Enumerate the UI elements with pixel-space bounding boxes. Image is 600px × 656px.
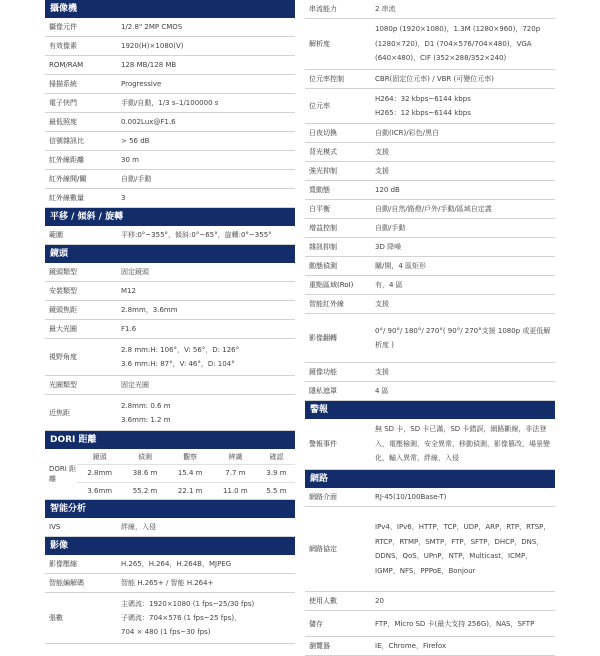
spec-row [305, 382, 555, 401]
spec-row [305, 611, 555, 637]
spec-value [375, 276, 555, 294]
spec-value-line: 2.8mm: 0.6 m [121, 401, 171, 410]
spec-value-line: H.265，H.264，H.264B，MJPEG [121, 560, 232, 568]
spec-value [375, 200, 555, 218]
spec-label: 警報事件 [309, 440, 337, 448]
spec-value [121, 518, 295, 536]
spec-value [375, 19, 555, 69]
spec-label: 位元率 [309, 102, 330, 110]
spec-value-line: > 56 dB [121, 137, 150, 145]
spec-row [305, 124, 555, 143]
spec-value-line: 手動/自動，1/3 s–1/100000 s [121, 99, 219, 107]
spec-row [305, 592, 555, 611]
spec-label: ROM/RAM [49, 61, 84, 69]
spec-value [121, 395, 295, 430]
spec-label: 日夜切換 [309, 129, 337, 137]
spec-label: 紅外線開/關 [49, 175, 87, 183]
spec-value [121, 282, 295, 300]
spec-label: 鏡像功能 [309, 368, 337, 376]
spec-value [121, 376, 295, 394]
spec-value-line: 1/2.8" 2MP CMOS [121, 23, 183, 31]
spec-value-line: 絆線，入侵 [121, 523, 156, 531]
spec-row [45, 226, 295, 245]
dori-table [77, 449, 295, 499]
spec-row [305, 70, 555, 89]
spec-label: 白平衡 [309, 205, 330, 213]
dori-header-cell: 觀察 [183, 452, 198, 461]
spec-row [45, 170, 295, 189]
spec-value [375, 363, 555, 381]
spec-label: 影像翻轉 [309, 334, 337, 342]
dori-cell: 7.7 m [213, 465, 258, 482]
spec-label: 背光模式 [309, 148, 337, 156]
spec-row [305, 419, 555, 470]
spec-value [375, 314, 555, 362]
spec-label: 掃描系統 [49, 80, 77, 88]
spec-value-line: 自動/手動 [121, 175, 152, 183]
spec-value-line: 0°/ 90°/ 180°/ 270°( 90°/ 270°支援 1080p 或更低解析度 ) [375, 326, 551, 349]
spec-row [305, 295, 555, 314]
dori-row [77, 465, 295, 482]
spec-value-line: 支援 [375, 368, 389, 376]
spec-value-line: 固定光圈 [121, 381, 149, 389]
spec-value-line: Progressive [121, 80, 162, 88]
spec-label: 安裝類型 [49, 287, 77, 295]
spec-label: 近焦距 [49, 408, 70, 417]
spec-row [305, 488, 555, 507]
dori-cell: 2.8mm [77, 465, 122, 482]
spec-value [375, 238, 555, 256]
spec-value-line: 3D 降噪 [375, 243, 402, 251]
dori-cell: 3.6mm [77, 482, 122, 499]
spec-label: 串流能力 [309, 5, 337, 13]
spec-value-line: 支援 [375, 167, 389, 175]
spec-value [121, 75, 295, 93]
spec-label: 信號雜訊比 [49, 137, 84, 145]
spec-label: 寬動態 [309, 186, 330, 194]
spec-row [45, 320, 295, 339]
spec-row [45, 339, 295, 376]
spec-row [305, 19, 555, 70]
spec-row [305, 219, 555, 238]
spec-value-line: 子碼流：704×576 (1 fps~25 fps)， [121, 614, 242, 622]
spec-value [375, 257, 555, 275]
right-spec-column [305, 0, 555, 656]
spec-label: 解析度 [309, 40, 330, 48]
spec-label: 網路介面 [309, 493, 337, 501]
spec-label: 視野角度 [49, 353, 77, 361]
spec-label: 網路協定 [309, 545, 337, 553]
dori-header-cell: 確認 [269, 452, 284, 461]
spec-row [45, 18, 295, 37]
spec-row [305, 143, 555, 162]
spec-value [121, 151, 295, 169]
spec-value-line: 支援 [375, 300, 389, 308]
spec-row [45, 263, 295, 282]
spec-value [121, 339, 295, 375]
spec-label: 範圍 [49, 231, 63, 239]
spec-row [45, 555, 295, 574]
spec-label: 光圈類型 [49, 381, 77, 389]
spec-value [121, 301, 295, 319]
spec-label: 影像壓縮 [49, 560, 77, 568]
spec-row [45, 593, 295, 644]
spec-value-line: 3.6 mm:H: 87°，V: 46°，D: 104° [121, 360, 235, 368]
spec-value-line: M12 [121, 287, 136, 295]
dori-header-cell: 偵測 [138, 452, 153, 461]
spec-value-line: 主碼流：1920×1080 (1 fps~25/30 fps) [121, 600, 255, 608]
spec-value-line: 1920(H)×1080(V) [121, 42, 184, 50]
spec-row [45, 282, 295, 301]
spec-value [375, 488, 555, 506]
spec-value-line: 無 SD 卡，SD 卡已滿，SD 卡錯誤，網路斷線，非法登入，電壓檢測，安全異常，移動偵測，影像篡改，場景變化，輸入異常，絆線，入侵 [375, 425, 550, 463]
spec-value [375, 70, 555, 88]
spec-value [121, 37, 295, 55]
spec-label: 使用人數 [309, 597, 337, 605]
spec-row [45, 301, 295, 320]
spec-row [45, 75, 295, 94]
dori-cell: 15.4 m [168, 465, 213, 482]
spec-value-line: IPv4，IPv6，HTTP，TCP，UDP，ARP，RTP，RTSP，RTCP，RTMP，SMTP，FTP，SFTP，DHCP，DNS，DDNS，QoS，UPnP，NTP，Multicast，ICMP，IGMP，NFS，PPPoE，Bonjour [375, 523, 551, 575]
spec-value [375, 124, 555, 142]
spec-row [305, 257, 555, 276]
spec-value-line: CBR(固定位元率) / VBR (可變位元率) [375, 75, 494, 83]
dori-cell: 22.1 m [168, 482, 213, 499]
spec-value-line: 0.002Lux@F1.6 [121, 118, 176, 126]
spec-value [375, 162, 555, 180]
section-header: 警報 [305, 401, 555, 419]
spec-row [45, 574, 295, 593]
spec-row [305, 200, 555, 219]
spec-row [45, 151, 295, 170]
spec-value-line: 智能 H.265+ / 智能 H.264+ [121, 579, 214, 587]
dori-cell: 38.6 m [122, 465, 167, 482]
spec-value [375, 419, 555, 469]
spec-value [375, 89, 555, 123]
spec-value [375, 592, 555, 610]
spec-value-line: 3 [121, 194, 126, 202]
spec-value [375, 637, 555, 655]
section-header: 平移 / 傾斜 / 旋轉 [45, 208, 295, 226]
spec-value [375, 295, 555, 313]
spec-row [45, 113, 295, 132]
spec-value [375, 611, 555, 636]
spec-label: 動態偵測 [309, 262, 337, 270]
spec-row [45, 518, 295, 537]
dori-cell: 5.5 m [258, 482, 295, 499]
spec-value [375, 143, 555, 161]
section-header: DORI 距離 [45, 431, 295, 449]
spec-label: 攝像元件 [49, 23, 77, 31]
spec-value [121, 94, 295, 112]
spec-value [121, 574, 295, 592]
spec-label: 強光抑制 [309, 167, 337, 175]
dori-header-cell: 辨識 [228, 452, 243, 461]
spec-value-line: 120 dB [375, 186, 400, 194]
spec-row [305, 238, 555, 257]
spec-row [305, 162, 555, 181]
spec-row [305, 363, 555, 382]
spec-label: 儲存 [309, 619, 323, 628]
spec-value-line: 128 MB/128 MB [121, 61, 177, 69]
spec-row [305, 89, 555, 124]
dori-table-block [45, 449, 295, 500]
spec-value-line: 2.8mm，3.6mm [121, 306, 178, 314]
section-header: 鏡頭 [45, 245, 295, 263]
spec-label: 張數 [49, 614, 63, 622]
spec-label: 智能編解碼 [49, 579, 84, 587]
spec-label: 鏡頭焦距 [49, 306, 77, 314]
spec-label: 雜訊抑制 [309, 243, 337, 251]
spec-value-line: 2.8 mm:H: 106°，V: 56°，D: 126° [121, 346, 240, 354]
dori-row [77, 482, 295, 499]
spec-value-line: 3.6mm: 1.2 m [121, 415, 171, 424]
spec-value [375, 382, 555, 400]
spec-value [121, 593, 295, 643]
spec-value-line: 關/開，4 區矩形 [375, 262, 427, 270]
spec-row [45, 132, 295, 151]
spec-value-line: 20 [375, 597, 384, 605]
spec-label: 重點區域(RoI) [309, 281, 354, 289]
spec-value-line: 自動/手動 [375, 224, 406, 232]
spec-value-line: 2 串流 [375, 5, 396, 13]
spec-value-line: IE，Chrome，Firefox [375, 642, 447, 650]
spec-value-line: F1.6 [121, 325, 137, 333]
spec-label: 電子快門 [49, 99, 77, 107]
spec-row [305, 637, 555, 656]
spec-row [45, 56, 295, 75]
spec-value-line: 自動(ICR)/彩色/黑白 [375, 129, 439, 137]
spec-value-line: RJ-45(10/100Base-T) [375, 493, 447, 501]
spec-label: 鏡頭類型 [49, 268, 77, 276]
dori-label: DORI 距離 [49, 465, 77, 483]
spec-label: 增益控制 [309, 224, 337, 232]
left-spec-column [45, 0, 295, 644]
spec-value-line: 平移:0°~355°，傾斜:0°~65°，旋轉:0°~355° [121, 231, 272, 239]
spec-row [305, 314, 555, 363]
spec-value [375, 0, 555, 18]
spec-label: 最低照度 [49, 118, 77, 126]
spec-value-line: 704 × 480 (1 fps~30 fps) [121, 628, 211, 636]
spec-label: 有效像素 [49, 42, 77, 50]
section-header: 攝像機 [45, 0, 295, 18]
spec-value [121, 320, 295, 338]
spec-value [375, 181, 555, 199]
section-header: 網路 [305, 470, 555, 488]
spec-row [45, 94, 295, 113]
spec-label: 位元率控制 [309, 75, 344, 83]
spec-label: IVS [49, 523, 61, 531]
spec-row [45, 37, 295, 56]
spec-value-line: H265：12 kbps~6144 kbps [375, 109, 471, 117]
spec-row [305, 181, 555, 200]
spec-value-line: H264：32 kbps~6144 kbps [375, 95, 471, 103]
spec-value [121, 56, 295, 74]
spec-row [305, 0, 555, 19]
dori-cell: 3.9 m [258, 465, 295, 482]
spec-row [45, 189, 295, 208]
spec-value [121, 189, 295, 207]
spec-value-line: 1080p (1920×1080)，1.3M (1280×960)，720p (1280×720)，D1 (704×576/704×480)，VGA (640×480)，CIF (352×288/352×240) [375, 25, 541, 63]
spec-value [121, 226, 295, 244]
spec-value-line: 4 區 [375, 387, 389, 395]
spec-label: 瀏覽器 [309, 642, 330, 650]
dori-cell: 11.0 m [213, 482, 258, 499]
spec-value [121, 170, 295, 188]
spec-row [45, 376, 295, 395]
spec-value-line: 有，4 區 [375, 281, 403, 289]
section-header: 影像 [45, 537, 295, 555]
spec-value-line: 30 m [121, 156, 139, 164]
spec-value-line: 自動/自然/路燈/戶外/手動/區域自定義 [375, 205, 492, 213]
spec-label: 智能紅外線 [309, 300, 344, 308]
spec-value-line: 支援 [375, 148, 389, 156]
spec-value-line: 固定鏡頭 [121, 268, 149, 276]
spec-row [305, 276, 555, 295]
spec-value [121, 263, 295, 281]
spec-label: 隱私遮罩 [309, 387, 337, 395]
spec-label: 紅外線數量 [49, 194, 84, 202]
spec-value [375, 507, 555, 591]
spec-label: 最大光圈 [49, 325, 77, 333]
spec-row [305, 507, 555, 592]
spec-value [121, 555, 295, 573]
spec-label: 紅外線距離 [49, 156, 84, 164]
spec-value [121, 113, 295, 131]
spec-value [121, 132, 295, 150]
section-header: 智能分析 [45, 500, 295, 518]
spec-value [121, 18, 295, 36]
spec-row [45, 395, 295, 431]
dori-header-cell: 鏡頭 [92, 452, 107, 461]
dori-cell: 55.2 m [122, 482, 167, 499]
spec-value-line: FTP，Micro SD 卡(最大支持 256G)，NAS，SFTP [375, 619, 535, 628]
spec-value [375, 219, 555, 237]
dori-header-row [77, 449, 295, 465]
